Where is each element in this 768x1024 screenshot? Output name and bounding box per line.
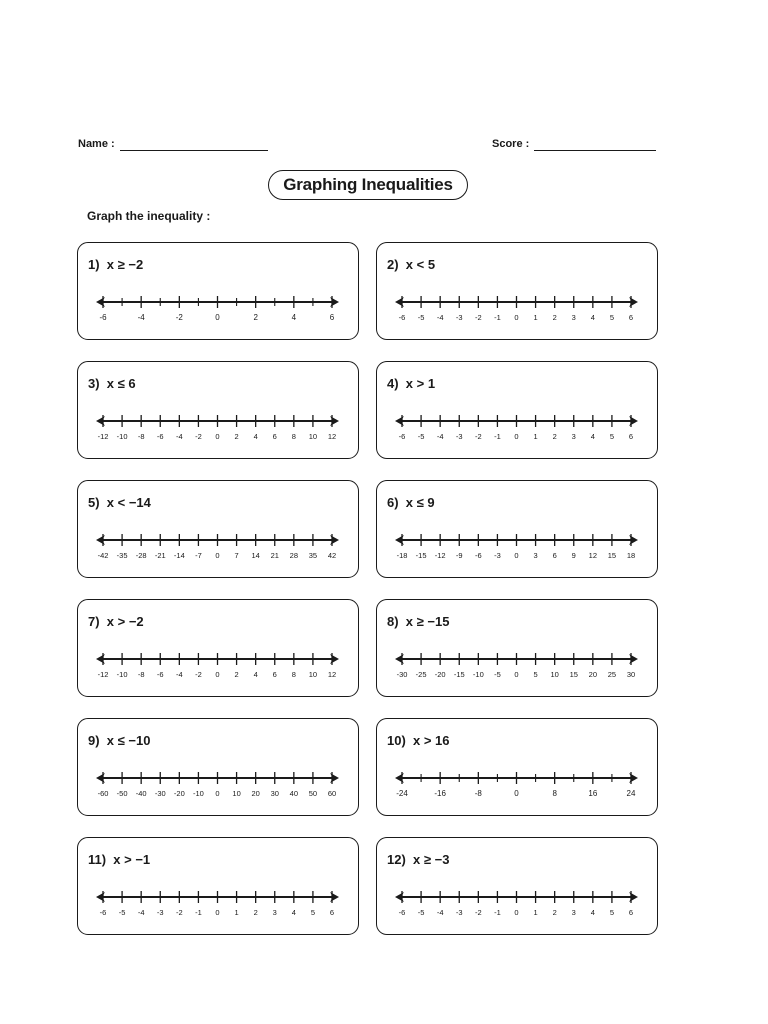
tick-label: -4 [137,313,145,322]
problem-label: 11) x > −1 [88,852,151,867]
tick-label: 4 [590,313,595,322]
number-line[interactable] [78,719,360,817]
tick-label: 42 [327,551,337,560]
problem-box-6 [376,480,658,578]
tick-label: -4 [175,670,183,679]
number-line[interactable] [377,362,659,460]
tick-label: -35 [116,551,128,560]
tick-label: -4 [137,908,145,917]
tick-label: -4 [436,432,444,441]
tick-label: 2 [253,313,258,322]
problem-box-8 [376,599,658,697]
name-line [120,150,268,151]
tick-label: 6 [628,432,634,441]
tick-label: -21 [154,551,166,560]
tick-label: 12 [588,551,598,560]
tick-label: -28 [135,551,147,560]
tick-label: -20 [434,670,446,679]
tick-label: -12 [97,670,109,679]
tick-label: -3 [455,313,463,322]
tick-label: 6 [272,432,277,441]
tick-label: 60 [327,789,337,798]
name-label: Name : [78,138,115,150]
tick-label: -6 [99,313,107,322]
problem-box-7 [77,599,359,697]
problem-box-5 [77,480,359,578]
tick-label: -5 [494,670,501,679]
tick-label: 5 [310,908,316,917]
tick-label: -1 [195,908,202,917]
tick-label: 6 [272,670,277,679]
tick-label: -3 [455,908,463,917]
tick-label: 8 [291,670,296,679]
score-line [534,150,656,151]
tick-label: -6 [398,908,406,917]
tick-label: -1 [494,313,501,322]
tick-label: -8 [137,432,145,441]
tick-label: 3 [533,551,538,560]
tick-label: 4 [291,908,296,917]
tick-label: -5 [417,908,425,917]
problem-box-3 [77,361,359,459]
tick-label: 0 [215,313,220,322]
problem-label: 2) x < 5 [387,257,436,272]
tick-label: 0 [514,432,519,441]
tick-label: -10 [192,789,204,798]
tick-label: 3 [571,313,576,322]
tick-label: 4 [590,908,595,917]
number-line[interactable] [78,600,360,698]
tick-label: 30 [626,670,636,679]
tick-label: 9 [571,551,576,560]
tick-label: 2 [552,908,557,917]
tick-label: 50 [308,789,318,798]
tick-label: -18 [396,551,408,560]
problem-label: 1) x ≥ −2 [88,257,144,272]
tick-label: 1 [234,908,239,917]
tick-label: 5 [609,908,615,917]
tick-label: 5 [533,670,538,679]
tick-label: 15 [569,670,578,679]
problem-box-10 [376,718,658,816]
tick-label: 8 [291,432,296,441]
tick-label: -2 [175,908,183,917]
tick-label: -9 [455,551,463,560]
tick-label: 4 [590,432,595,441]
tick-label: -6 [474,551,482,560]
tick-label: -6 [398,432,406,441]
tick-label: -15 [453,670,465,679]
tick-label: -12 [434,551,446,560]
tick-label: -1 [494,908,501,917]
tick-label: 1 [533,908,538,917]
tick-label: 0 [215,789,220,798]
tick-label: -3 [156,908,164,917]
tick-label: 6 [628,313,634,322]
tick-label: -25 [415,670,427,679]
problem-box-4 [376,361,658,459]
tick-label: 0 [514,551,519,560]
tick-label: 21 [270,551,279,560]
problem-box-1 [77,242,359,340]
tick-label: -3 [455,432,463,441]
tick-label: 15 [607,551,617,560]
tick-label: 0 [514,908,519,917]
problem-label: 7) x > −2 [88,614,144,629]
tick-label: 0 [514,670,519,679]
number-line[interactable] [78,838,360,936]
tick-label: 6 [329,313,335,322]
tick-label: 7 [234,551,239,560]
tick-label: 10 [232,789,241,798]
tick-label: 0 [215,670,220,679]
tick-label: -24 [396,789,408,798]
tick-label: 3 [571,432,576,441]
tick-label: -10 [116,432,128,441]
tick-label: 2 [234,432,239,441]
tick-label: 35 [308,551,318,560]
tick-label: -2 [195,432,202,441]
number-line[interactable] [377,600,659,698]
number-line[interactable] [377,481,659,579]
problem-label: 5) x < −14 [88,495,151,510]
problem-box-9 [77,718,359,816]
tick-label: -20 [173,789,185,798]
tick-label: -8 [474,789,482,798]
tick-label: -6 [156,432,164,441]
tick-label: -4 [436,313,444,322]
tick-label: 4 [291,313,297,322]
problem-label: 3) x ≤ 6 [88,376,136,391]
tick-label: -2 [474,908,482,917]
tick-label: 6 [329,908,335,917]
problem-label: 10) x > 16 [387,733,450,748]
tick-label: 6 [628,908,634,917]
tick-label: -10 [472,670,484,679]
problem-box-12 [376,837,658,935]
tick-label: 6 [552,551,557,560]
tick-label: 3 [272,908,277,917]
tick-label: 5 [609,432,615,441]
tick-label: 10 [308,670,318,679]
number-line[interactable] [377,719,659,817]
tick-label: -10 [116,670,128,679]
tick-label: 28 [289,551,299,560]
tick-label: 1 [533,432,538,441]
tick-label: 10 [550,670,559,679]
tick-label: 2 [234,670,239,679]
tick-label: 30 [270,789,279,798]
tick-label: -16 [434,789,446,798]
problem-label: 12) x ≥ −3 [387,852,450,867]
problem-label: 4) x > 1 [387,376,436,391]
tick-label: -15 [415,551,427,560]
tick-label: 40 [289,789,299,798]
tick-label: -5 [118,908,126,917]
problem-label: 9) x ≤ −10 [88,733,151,748]
tick-label: -2 [175,313,183,322]
tick-label: -2 [474,313,482,322]
tick-label: -40 [135,789,147,798]
tick-label: 18 [626,551,636,560]
tick-label: -42 [97,551,109,560]
tick-label: 0 [215,551,220,560]
tick-label: 4 [253,670,258,679]
number-line[interactable] [78,362,360,460]
tick-label: 25 [607,670,617,679]
tick-label: 10 [308,432,318,441]
tick-label: 2 [253,908,258,917]
tick-label: 20 [251,789,260,798]
tick-label: -3 [494,551,501,560]
tick-label: -50 [116,789,128,798]
tick-label: -5 [417,432,425,441]
tick-label: 5 [609,313,615,322]
problem-label: 6) x ≤ 9 [387,495,435,510]
tick-label: 8 [552,789,557,798]
instruction-text: Graph the inequality : [87,209,211,223]
tick-label: -7 [195,551,202,560]
problem-box-2 [376,242,658,340]
tick-label: -30 [396,670,408,679]
tick-label: 20 [588,670,598,679]
tick-label: -8 [137,670,145,679]
tick-label: 2 [552,432,557,441]
tick-label: 24 [626,789,636,798]
tick-label: 1 [533,313,538,322]
tick-label: 12 [327,670,337,679]
problem-label: 8) x ≥ −15 [387,614,450,629]
tick-label: -6 [99,908,107,917]
tick-label: -1 [494,432,501,441]
tick-label: 4 [253,432,258,441]
tick-label: 12 [327,432,337,441]
tick-label: -6 [156,670,164,679]
tick-label: -12 [97,432,109,441]
tick-label: 14 [251,551,260,560]
number-line[interactable] [78,243,360,341]
tick-label: 0 [215,908,220,917]
tick-label: -30 [154,789,166,798]
number-line[interactable] [377,838,659,936]
tick-label: -14 [173,551,185,560]
tick-label: 0 [215,432,220,441]
tick-label: -60 [97,789,109,798]
score-label: Score : [492,138,530,150]
tick-label: -2 [195,670,202,679]
tick-label: -2 [474,432,482,441]
tick-label: 0 [514,313,519,322]
tick-label: 0 [514,789,519,798]
number-line[interactable] [78,481,360,579]
tick-label: -6 [398,313,406,322]
number-line[interactable] [377,243,659,341]
tick-label: 2 [552,313,557,322]
tick-label: -5 [417,313,425,322]
tick-label: -4 [175,432,183,441]
tick-label: 16 [588,789,598,798]
problem-box-11 [77,837,359,935]
tick-label: -4 [436,908,444,917]
page-title: Graphing Inequalities [268,170,468,200]
tick-label: 3 [571,908,576,917]
